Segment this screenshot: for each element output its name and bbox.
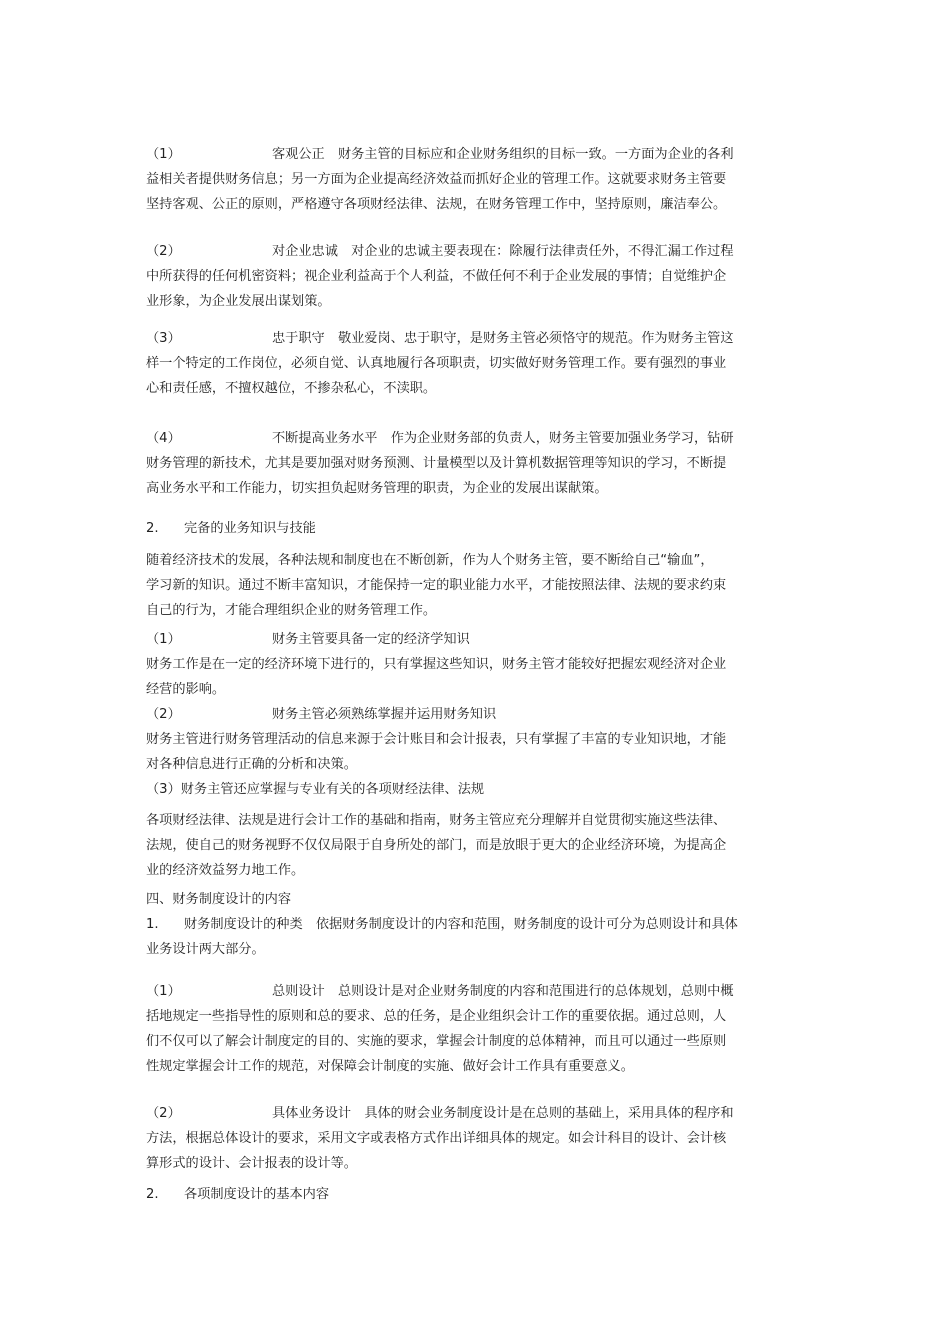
para-2-line-2: 中所获得的任何机密资料；视企业利益高于个人利益，不做任何不利于企业发展的事情；自觉维护企 <box>146 269 727 284</box>
section-4-sub-2-marker: （2） <box>146 1106 181 1121</box>
section-2-num: 2. <box>146 521 159 536</box>
section-2-item-2-line-1: 财务主管进行财务管理活动的信息来源于会计账目和会计报表，只有掌握了丰富的专业知识地，才能 <box>146 732 727 747</box>
section-2-item-3-heading <box>146 781 806 799</box>
section-4-sub-1-line-1 <box>146 983 806 1001</box>
section-4-sub-2-heading: 具体业务设计 <box>272 1106 352 1121</box>
para-2-line-1 <box>146 243 806 261</box>
section-4-item-1-line-2: 业务设计两大部分。 <box>146 942 265 957</box>
section-4-sub-1-text: 总则设计是对企业财务制度的内容和范围进行的总体规划，总则中概 <box>337 984 734 999</box>
para-4-line-3: 高业务水平和工作能力，切实担负起财务管理的职责，为企业的发展出谋献策。 <box>146 481 608 496</box>
section-2-item-3-title: 财务主管还应掌握与专业有关的各项财经法律、法规 <box>180 782 485 797</box>
section-4-sub-2-line-3: 算形式的设计、会计报表的设计等。 <box>146 1156 357 1171</box>
para-1-line-1 <box>146 146 806 164</box>
para-3-text: 敬业爱岗、忠于职守，是财务主管必须恪守的规范。作为财务主管这 <box>337 331 734 346</box>
para-2-line-3: 业形象，为企业发展出谋划策。 <box>146 294 331 309</box>
section-4-item-2-title: 各项制度设计的基本内容 <box>184 1187 330 1202</box>
section-4-item-1-line-1 <box>146 916 806 934</box>
section-2-item-1-title: 财务主管要具备一定的经济学知识 <box>272 632 470 647</box>
section-4-sub-1-marker: （1） <box>146 984 181 999</box>
para-2-marker: （2） <box>146 244 181 259</box>
section-4-sub-2-line-1 <box>146 1105 806 1123</box>
section-2-item-1-line-2: 经营的影响。 <box>146 682 226 697</box>
para-3-heading: 忠于职守 <box>272 331 325 346</box>
para-1-line-3: 坚持客观、公正的原则，严格遵守各项财经法律、法规，在财务管理工作中，坚持原则，廉洁奉公。 <box>146 197 727 212</box>
section-2-title: 完备的业务知识与技能 <box>184 521 316 536</box>
section-4-item-1-num: 1. <box>146 917 159 932</box>
section-2-line-2: 学习新的知识。通过不断丰富知识，才能保持一定的职业能力水平，才能按照法律、法规的要求约束 <box>146 578 727 593</box>
section-2-item-3-marker: （3） <box>146 782 181 797</box>
para-3-line-3: 心和责任感，不擅权越位，不掺杂私心，不渎职。 <box>146 381 437 396</box>
para-4-heading: 不断提高业务水平 <box>272 431 378 446</box>
section-4-sub-1-line-3: 们不仅可以了解会计制度定的目的、实施的要求，掌握会计制度的总体精神，而且可以通过一些原则 <box>146 1034 727 1049</box>
section-2-item-3-line-2: 法规，使自己的财务视野不仅仅局限于自身所处的部门，而是放眼于更大的企业经济环境，为提高企 <box>146 838 727 853</box>
section-4-sub-1-line-2: 括地规定一些指导性的原则和总的要求、总的任务，是企业组织会计工作的重要依据。通过总则，人 <box>146 1009 727 1024</box>
section-2-item-2-marker: （2） <box>146 707 181 722</box>
para-3-marker: （3） <box>146 331 181 346</box>
para-3-line-2: 样一个特定的工作岗位，必须自觉、认真地履行各项职责，切实做好财务管理工作。要有强烈的事业 <box>146 356 727 371</box>
section-4-sub-2-line-2: 方法，根据总体设计的要求，采用文字或表格方式作出详细具体的规定。如会计科目的设计、会计核 <box>146 1131 727 1146</box>
section-2-item-3-line-3: 业的经济效益努力地工作。 <box>146 863 305 878</box>
section-2-item-2-line-2: 对各种信息进行正确的分析和决策。 <box>146 757 357 772</box>
para-4-marker: （4） <box>146 431 181 446</box>
para-3-line-1 <box>146 330 806 348</box>
para-2-heading: 对企业忠诚 <box>272 244 338 259</box>
para-1-text: 财务主管的目标应和企业财务组织的目标一致。一方面为企业的各利 <box>337 147 734 162</box>
para-2-text: 对企业的忠诚主要表现在：除履行法律责任外，不得汇漏工作过程 <box>351 244 734 259</box>
section-4-sub-1-line-4: 性规定掌握会计工作的规范，对保障会计制度的实施、做好会计工作具有重要意义。 <box>146 1059 634 1074</box>
section-2-item-2-title: 财务主管必须熟练掌握并运用财务知识 <box>272 707 497 722</box>
section-4-item-2-heading <box>146 1186 806 1204</box>
section-2-item-3-line-1: 各项财经法律、法规是进行会计工作的基础和指南，财务主管应充分理解并自觉贯彻实施这些法律、 <box>146 813 727 828</box>
para-1-line-2: 益相关者提供财务信息；另一方面为企业提高经济效益而抓好企业的管理工作。这就要求财务主管要 <box>146 172 727 187</box>
section-2-line-1: 随着经济技术的发展，各种法规和制度也在不断创新，作为人个财务主管，要不断给自己“输血”， <box>146 553 714 568</box>
para-4-line-1 <box>146 430 806 448</box>
section-4-sub-1-heading: 总则设计 <box>272 984 325 999</box>
section-2-heading <box>146 520 806 538</box>
para-1-marker: （1） <box>146 147 181 162</box>
para-4-line-2: 财务管理的新技术，尤其是要加强对财务预测、计量模型以及计算机数据管理等知识的学习，不断提 <box>146 456 727 471</box>
section-2-item-1-heading <box>146 631 806 649</box>
section-2-line-3: 自己的行为，才能合理组织企业的财务管理工作。 <box>146 603 437 618</box>
section-2-item-1-line-1: 财务工作是在一定的经济环境下进行的，只有掌握这些知识，财务主管才能较好把握宏观经济对企业 <box>146 657 727 672</box>
para-4-text: 作为企业财务部的负责人，财务主管要加强业务学习，钻研 <box>390 431 734 446</box>
section-2-item-1-marker: （1） <box>146 632 181 647</box>
section-4-item-1-text: 财务制度设计的种类 依据财务制度设计的内容和范围，财务制度的设计可分为总则设计和具体 <box>184 917 738 932</box>
section-4-title: 四、财务制度设计的内容 <box>146 892 292 907</box>
section-4-item-2-num: 2. <box>146 1187 159 1202</box>
para-1-heading: 客观公正 <box>272 147 325 162</box>
section-2-item-2-heading <box>146 706 806 724</box>
section-4-sub-2-text: 具体的财会业务制度设计是在总则的基础上，采用具体的程序和 <box>364 1106 734 1121</box>
